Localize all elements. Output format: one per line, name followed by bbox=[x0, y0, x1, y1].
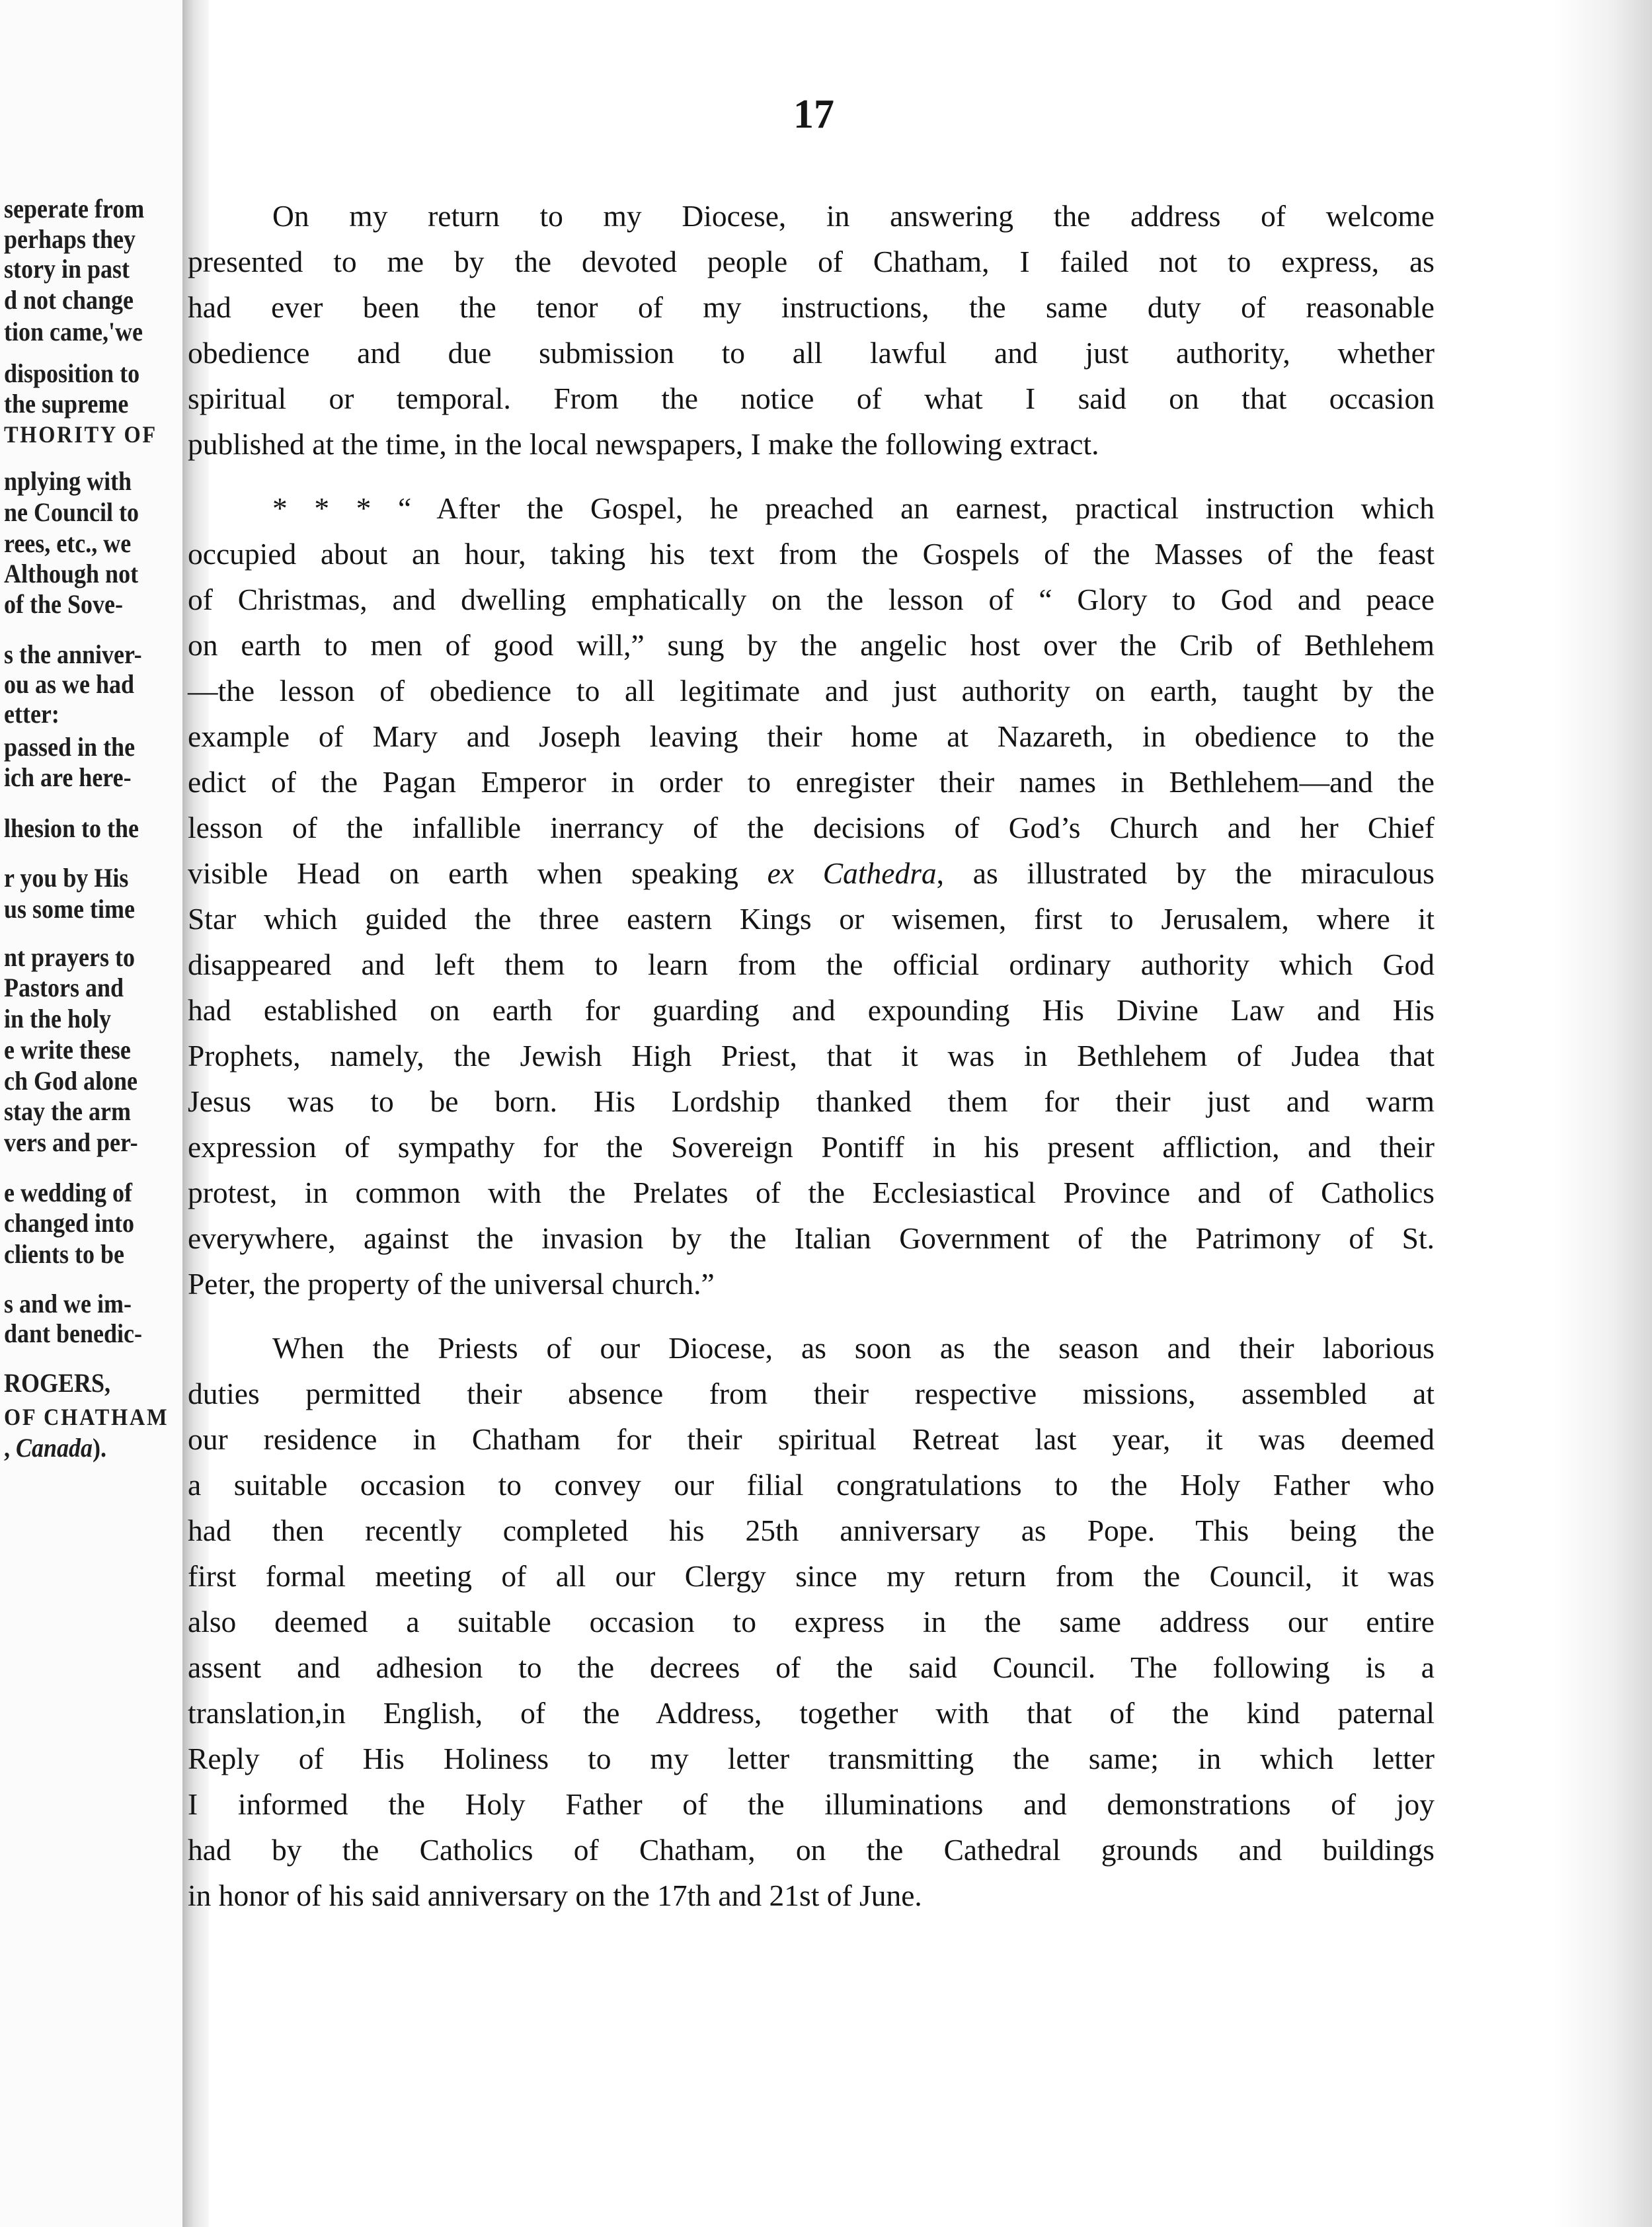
facing-page-line: ou as we had bbox=[4, 669, 135, 699]
facing-page-line: stay the arm bbox=[4, 1096, 131, 1126]
facing-page-line: vers and per- bbox=[4, 1127, 138, 1157]
facing-page-fragment bbox=[0, 0, 182, 2227]
text-line: expression of sympathy for the Sovereign Pontiff in his present affliction, and their bbox=[188, 1130, 1435, 1164]
facing-page-line: us some time bbox=[4, 894, 135, 924]
italic-phrase: ex Cathedra bbox=[767, 856, 937, 890]
facing-page-line: the supreme bbox=[4, 389, 129, 419]
facing-page-line: disposition to bbox=[4, 358, 140, 388]
facing-page-line: tion came,'we bbox=[4, 317, 143, 346]
facing-page-line: d not change bbox=[4, 285, 134, 315]
facing-page-line: of the Sove- bbox=[4, 589, 123, 619]
facing-page-line: changed into bbox=[4, 1208, 135, 1238]
text-line: When the Priests of our Diocese, as soon as the season and their laborious bbox=[272, 1331, 1435, 1365]
italic-phrase: Canada bbox=[16, 1433, 93, 1463]
facing-page-line: dant benedic- bbox=[4, 1318, 143, 1348]
facing-page-line: Although not bbox=[4, 559, 139, 588]
text-line: Star which guided the three eastern Kings or wisemen, first to Jerusalem, where it bbox=[188, 902, 1435, 936]
text-line: translation,in English, of the Address, together with that of the kind paternal bbox=[188, 1696, 1435, 1730]
text-line: spiritual or temporal. From the notice of what I said on that occasion bbox=[188, 382, 1435, 415]
facing-page-line: ch God alone bbox=[4, 1066, 138, 1096]
facing-page-line: seperate from bbox=[4, 194, 145, 223]
text-line: edict of the Pagan Emperor in order to enregister their names in Bethlehem—and the bbox=[188, 765, 1435, 799]
facing-page-line: clients to be bbox=[4, 1239, 124, 1269]
page-edge-shadow bbox=[1553, 0, 1652, 2227]
facing-page-line: rees, etc., we bbox=[4, 528, 132, 558]
text-line: protest, in common with the Prelates of the Ecclesiastical Province and of Catholics bbox=[188, 1176, 1435, 1209]
facing-page-line: OF CHATHAM bbox=[4, 1404, 169, 1430]
text-line: Peter, the property of the universal church.” bbox=[188, 1267, 715, 1301]
text-line: presented to me by the devoted people of Chatham, I failed not to express, as bbox=[188, 245, 1435, 278]
page-number: 17 bbox=[793, 92, 834, 137]
text-line: visible Head on earth when speaking ex Cathedra, as illustrated by the miraculous bbox=[188, 856, 1435, 890]
text-line: Jesus was to be born. His Lordship thanked them for their just and warm bbox=[188, 1084, 1435, 1118]
text-line: Prophets, namely, the Jewish High Priest, that it was in Bethlehem of Judea that bbox=[188, 1039, 1435, 1073]
text-line: on earth to men of good will,” sung by the angelic host over the Crib of Bethlehem bbox=[188, 628, 1435, 662]
text-line: Reply of His Holiness to my letter transmitting the same; in which letter bbox=[188, 1742, 1435, 1775]
text-line: published at the time, in the local newspapers, I make the following extract. bbox=[188, 427, 1099, 461]
facing-page-line: ROGERS, bbox=[4, 1368, 111, 1398]
page-body-text bbox=[188, 193, 1435, 1918]
paragraph-gap bbox=[188, 1307, 1435, 1325]
text-line: duties permitted their absence from their respective missions, assembled at bbox=[188, 1377, 1435, 1410]
text-line: a suitable occasion to convey our filial congratulations to the Holy Father who bbox=[188, 1468, 1435, 1502]
facing-page-line: in the holy bbox=[4, 1004, 112, 1033]
facing-page-line: s and we im- bbox=[4, 1289, 132, 1318]
text-line: had ever been the tenor of my instructions, the same duty of reasonable bbox=[188, 290, 1435, 324]
text-line: obedience and due submission to all lawful and just authority, whether bbox=[188, 336, 1435, 370]
text-line: our residence in Chatham for their spiritual Retreat last year, it was deemed bbox=[188, 1422, 1435, 1456]
text-line: of Christmas, and dwelling emphatically on the lesson of “ Glory to God and peace bbox=[188, 583, 1435, 616]
text-line: assent and adhesion to the decrees of the said Council. The following is a bbox=[188, 1650, 1435, 1684]
facing-page-line: ne Council to bbox=[4, 497, 139, 527]
facing-page-line: story in past bbox=[4, 254, 130, 284]
text-line: * * * “ After the Gospel, he preached an earnest, practical instruction which bbox=[272, 491, 1435, 525]
facing-page-line: ich are here- bbox=[4, 762, 132, 792]
text-line: everywhere, against the invasion by the Italian Government of the Patrimony of St. bbox=[188, 1221, 1435, 1255]
text-line: —the lesson of obedience to all legitimate and just authority on earth, taught by the bbox=[188, 674, 1435, 708]
facing-page-line: nplying with bbox=[4, 466, 132, 496]
facing-page-line: lhesion to the bbox=[4, 813, 139, 843]
text-line: first formal meeting of all our Clergy since my return from the Council, it was bbox=[188, 1559, 1435, 1593]
text-line: had by the Catholics of Chatham, on the Cathedral grounds and buildings bbox=[188, 1833, 1435, 1867]
text-line: had established on earth for guarding and expounding His Divine Law and His bbox=[188, 993, 1435, 1027]
text-line: example of Mary and Joseph leaving their home at Nazareth, in obedience to the bbox=[188, 719, 1435, 753]
facing-page-line: , Canada). bbox=[4, 1433, 107, 1463]
text-line: On my return to my Diocese, in answering the address of welcome bbox=[272, 199, 1435, 233]
text-line: disappeared and left them to learn from the official ordinary authority which God bbox=[188, 948, 1435, 981]
facing-page-line: s the anniver- bbox=[4, 639, 142, 669]
facing-page-line: e write these bbox=[4, 1035, 131, 1065]
facing-page-line: nt prayers to bbox=[4, 942, 135, 972]
facing-page-line: passed in the bbox=[4, 732, 136, 762]
facing-page-line: r you by His bbox=[4, 863, 129, 893]
text-line: lesson of the infallible inerrancy of the decisions of God’s Church and her Chief bbox=[188, 811, 1435, 844]
text-line: I informed the Holy Father of the illuminations and demonstrations of joy bbox=[188, 1787, 1435, 1821]
facing-page-line: THORITY OF bbox=[4, 421, 157, 448]
paragraph-gap bbox=[188, 467, 1435, 485]
text-line: also deemed a suitable occasion to express in the same address our entire bbox=[188, 1605, 1435, 1639]
facing-page-line: perhaps they bbox=[4, 224, 136, 254]
text-line: in honor of his said anniversary on the 17th and 21st of June. bbox=[188, 1879, 922, 1912]
text-line: had then recently completed his 25th anniversary as Pope. This being the bbox=[188, 1514, 1435, 1547]
text-line: occupied about an hour, taking his text from the Gospels of the Masses of the feast bbox=[188, 537, 1435, 571]
facing-page-line: etter: bbox=[4, 699, 59, 729]
facing-page-line: e wedding of bbox=[4, 1178, 133, 1207]
facing-page-line: Pastors and bbox=[4, 973, 124, 1002]
